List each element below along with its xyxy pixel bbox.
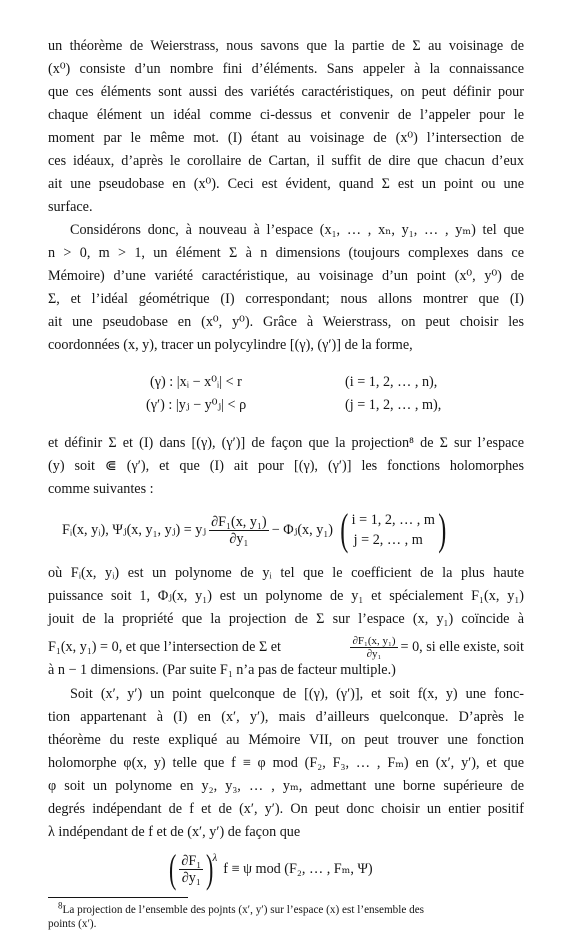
right-paren: ) xyxy=(438,505,447,554)
equation-lambda-fraction xyxy=(179,853,203,886)
text-line: Mémoire) d’une variété caractéristique, au voisinage d’un point (x⁰, y⁰) de xyxy=(48,268,524,284)
fraction-numerator: ∂F₁(x, y₁) xyxy=(352,634,396,647)
text-line: où Fᵢ(x, yᵢ) est un polynome de yᵢ tel que le coefficient de la plus haute xyxy=(48,565,524,581)
equation-gamma-prime: (γ′) : |yⱼ − y⁰ⱼ| < ρ xyxy=(146,397,247,413)
equation-lambda xyxy=(166,846,373,892)
fraction-numerator: ∂F₁(x, y₁) xyxy=(211,513,267,530)
text-line: un théorème de Weierstrass, nous savons que la partie de Σ au voisinage de xyxy=(48,38,524,54)
text-line: degrés indépendant de f et de (x′, y′). On peut donc choisir un entier positif xyxy=(48,801,524,817)
left-paren: ( xyxy=(340,505,349,554)
fraction-denominator: ∂y₁ xyxy=(181,869,201,886)
footnote-line: points (x′). xyxy=(48,918,97,930)
text-line: surface. xyxy=(48,199,93,215)
text-segment-group xyxy=(350,635,524,660)
text-line: que ces éléments sont aussi des variétés caractéristiques, on peut définir pour xyxy=(48,84,524,100)
fraction-numerator: ∂F₁ xyxy=(181,852,202,869)
text-line: ces idéaux, d’après le corollaire de Cartan, il suffit de dire que chacun d’eux xyxy=(48,153,524,169)
equation-lambda-rhs: f ≡ ψ mod (F₂, … , Fₘ, Ψ) xyxy=(223,861,373,877)
equation-psi xyxy=(62,505,450,555)
text-line: ait une pseudobase en (x⁰). Ceci est évident, quand Σ est un point ou une xyxy=(48,176,524,192)
equation-gamma: (γ) : |xᵢ − x⁰ᵢ| < r xyxy=(150,374,242,390)
text-line: puissance soit 1, Φⱼ(x, y₁) est un polynome de y₁ et spécialement F₁(x, y₁) xyxy=(48,588,524,604)
text-line-with-fraction xyxy=(48,634,524,660)
case-line: j = 2, … , m xyxy=(353,532,423,548)
text-line: (y) soit ⋐ (γ′), et que (I) ait pour [(γ), (γ′)] les fonctions holomorphes xyxy=(48,458,524,474)
case-line: i = 1, 2, … , m xyxy=(351,512,435,528)
text-line: coordonnées (x, y), tracer un polycylindre [(γ), (γ′)] de la forme, xyxy=(48,337,413,353)
text-line: comme suivantes : xyxy=(48,481,154,497)
text-line: φ soit un polynome en y₂, y₃, … , yₘ, admettant une borne supérieure de xyxy=(48,778,524,794)
text-line: Σ, et l’idéal géométrique (I) correspondant; nous allons montrer que (I) xyxy=(48,291,524,307)
text-line: λ indépendant de f et de (x′, y′) de façon que xyxy=(48,824,301,840)
text-line: théorème du reste expliqué au Mémoire VII, on peut trouver une fonction xyxy=(48,732,524,748)
text-line: moment par le même mot. (I) étant au voisinage de (x⁰) l’intersection de xyxy=(48,130,524,146)
equation-gamma-prime-range: (j = 1, 2, … , m), xyxy=(345,397,442,413)
right-paren: ) xyxy=(206,846,214,891)
equation-gamma-range: (i = 1, 2, … , n), xyxy=(345,374,438,390)
equation-psi-lhs: Fᵢ(x, yᵢ), Ψⱼ(x, y₁, yⱼ) = yⱼ xyxy=(62,522,207,538)
text-line: tion appartenant à (I) en (x′, y′), mais d’ailleurs quelconque. D’après le xyxy=(48,709,524,725)
inline-fraction xyxy=(350,635,397,660)
footnote xyxy=(48,900,524,931)
equation-psi-fraction xyxy=(209,514,269,547)
text-line: jouit de la propriété que la projection de Σ sur l’espace (x, y₁) coïncide à xyxy=(48,611,524,627)
text-line: n > 0, m > 1, un élément Σ à n dimensions (toujours complexes dans ce xyxy=(48,245,524,261)
text-line: (x⁰) consiste d’un nombre fini d’éléments. Sans appeler à la connaissance xyxy=(48,61,524,77)
text-line: Soit (x′, y′) un point quelconque de [(γ), (γ′)], et soit f(x, y) une fonc- xyxy=(70,686,524,702)
text-line: et définir Σ et (I) dans [(γ), (γ′)] de façon que la projection⁸ de Σ sur l’espace xyxy=(48,435,524,451)
footnote-rule xyxy=(48,897,188,898)
text-line: chaque élément un idéal comme ci-dessus et convenir de l’appeler pour le xyxy=(48,107,524,123)
footnote-marker: 8 xyxy=(58,900,63,911)
equation-psi-cases xyxy=(352,510,435,550)
footnote-line: La projection de l’ensemble des pojnts (x′, y′) sur l’espace (x) est l’ensemble des xyxy=(62,904,425,916)
exponent: λ xyxy=(212,852,218,864)
text-segment: = 0, si elle existe, soit xyxy=(400,639,524,655)
fraction-denominator: ∂y₁ xyxy=(229,530,249,547)
text-line: Considérons donc, à nouveau à l’espace (x₁, … , xₙ, y₁, … , yₘ) tel que xyxy=(70,222,524,238)
text-line: ait une pseudobase en (x⁰, y⁰). Grâce à Weierstrass, on peut choisir les xyxy=(48,314,524,330)
text-line: holomorphe φ(x, y) telle que f ≡ φ mod (F₂, F₃, … , Fₘ) en (x′, y′), et que xyxy=(48,755,524,771)
equation-psi-rhs: − Φⱼ(x, y₁) xyxy=(271,522,333,538)
left-paren: ( xyxy=(168,846,177,891)
text-line: à n − 1 dimensions. (Par suite F₁ n’a pas de facteur multiple.) xyxy=(48,662,396,678)
footnote-text xyxy=(48,900,425,916)
text-segment: F₁(x, y₁) = 0, et que l’intersection de Σ et xyxy=(48,639,281,655)
fraction-denominator: ∂y₁ xyxy=(366,647,382,660)
